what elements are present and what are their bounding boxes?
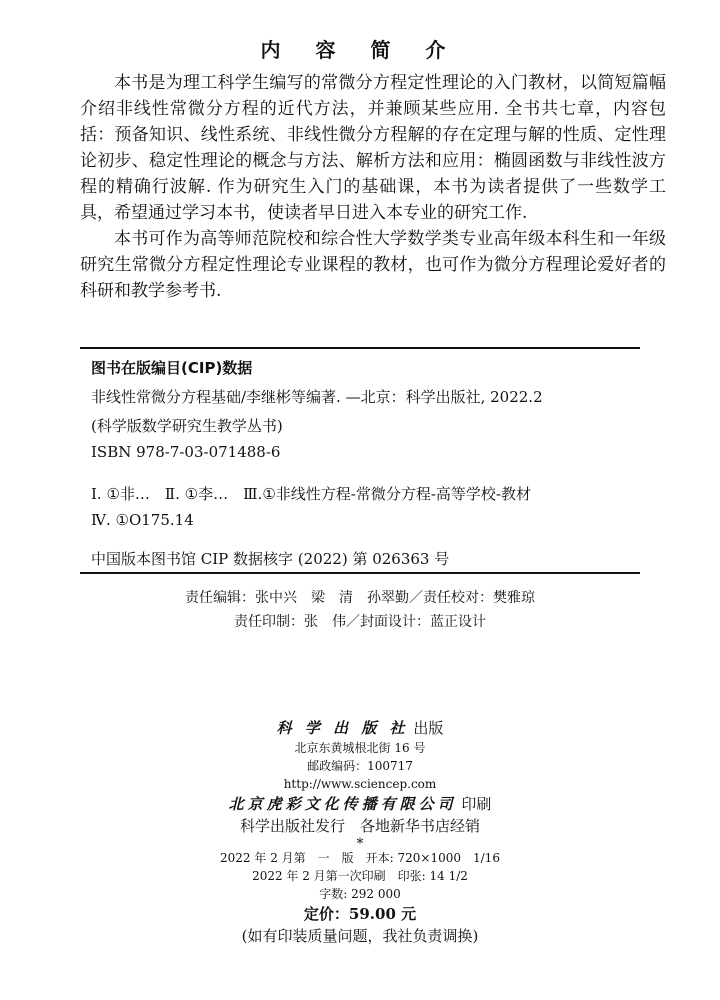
publisher-postcode: 邮政编码：100717 <box>307 759 413 773</box>
distribution-line: 科学出版社发行 各地新华书店经销 <box>239 817 480 835</box>
intro-paragraph-2: 本书可作为高等师范院校和综合性大学数学类专业高年级本科生和一年级研究生常微分方程定性理论专业课程的教材，也可作为微分方程理论爱好者的科研和教学参考书. <box>80 229 666 301</box>
intro-title: 内 容 简 介 <box>260 38 460 62</box>
editors-line-1: 责任编辑：张中兴 梁 清 孙翠勤／责任校对：樊雅琼 <box>185 590 535 606</box>
publisher-address: 北京东黄城根北街 16 号 <box>294 741 426 755</box>
cip-heading: 图书在版编目(CIP)数据 <box>91 359 253 377</box>
intro-section <box>80 70 666 304</box>
editors-credits <box>0 586 720 634</box>
printer-name: 北京虎彩文化传播有限公司 <box>228 795 457 813</box>
quality-notice: (如有印装质量问题，我社负责调换) <box>241 927 479 945</box>
printing-line: 2022 年 2 月第一次印刷 印张: 14 1/2 <box>252 869 468 883</box>
cip-title-line: 非线性常微分方程基础/李继彬等编著. —北京：科学出版社, 2022.2 <box>91 388 543 406</box>
edition-line: 2022 年 2 月第 一 版 开本: 720×1000 1/16 <box>220 851 500 865</box>
printer-line <box>0 793 720 815</box>
cip-record-number: 中国版本图书馆 CIP 数据核字 (2022) 第 026363 号 <box>91 550 450 568</box>
cip-top-rule <box>80 347 640 349</box>
word-count-line: 字数: 292 000 <box>319 887 401 901</box>
cip-isbn-line: ISBN 978-7-03-071488-6 <box>91 443 281 461</box>
cip-bottom-rule <box>80 572 640 574</box>
publisher-line <box>0 717 720 739</box>
cip-subject-line: Ⅰ. ①非… Ⅱ. ①李… Ⅲ.①非线性方程-常微分方程-高等学校-教材 <box>91 485 531 503</box>
intro-paragraph-1: 本书是为理工科学生编写的常微分方程定性理论的入门教材，以简短篇幅介绍非线性常微分方程的近代方法，并兼顾某些应用. 全书共七章，内容包括：预备知识、线性系统、非线性微分方程解的存在定理与解的性质、定性理论初步、稳定性理论的概念与方法、解析方法和应用：椭圆函数与非线性波方程的精确行波解. 作为研究生入门的基础课，本书为读者提供了一些数学工具，希望通过学习本书，使读者早日进入本专业的研究工作. <box>80 73 666 223</box>
price-label: 定价： <box>303 905 349 923</box>
price-value: 59.00 元 <box>348 905 417 923</box>
cip-series-line: (科学版数学研究生教学丛书) <box>91 417 283 435</box>
publisher-name: 科 学 出 版 社 <box>276 719 409 737</box>
publisher-url: http://www.sciencep.com <box>283 777 437 791</box>
separator-star: * <box>356 836 364 852</box>
printer-suffix: 印刷 <box>461 795 492 813</box>
cip-classification-line: Ⅳ. ①O175.14 <box>91 511 194 529</box>
publisher-suffix: 出版 <box>413 719 444 737</box>
publication-info <box>0 717 720 947</box>
editors-line-2: 责任印制：张 伟／封面设计：蓝正设计 <box>234 614 486 630</box>
price-line <box>0 903 720 925</box>
